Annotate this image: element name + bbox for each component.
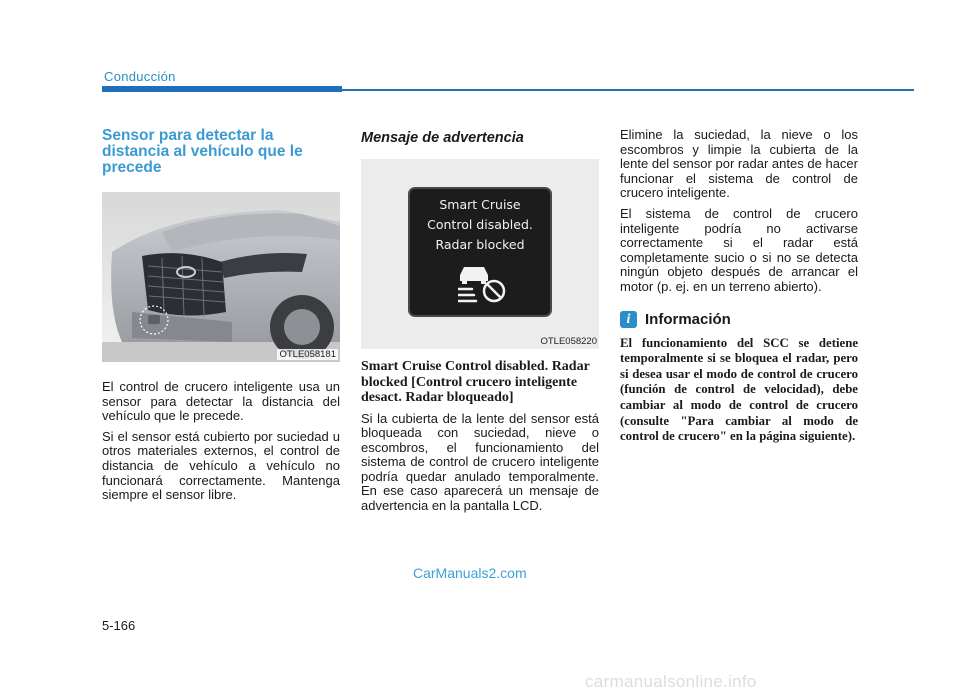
column-left xyxy=(102,128,340,503)
lcd-text-line: Control disabled. xyxy=(427,217,533,232)
section-header: Conducción xyxy=(104,69,176,84)
radar-blocked-icon xyxy=(458,261,508,305)
section-heading-warning: Mensaje de advertencia xyxy=(361,130,524,146)
header-rule-thick xyxy=(102,86,342,92)
paragraph: Si la cubierta de la lente del sensor está bloqueada con suciedad, nieve o escombros, el funcionamiento del sistema de control de crucero inteligente podría quedar anulado temporalmente. En ese caso aparecerá un mensaje de advertencia en la pantalla LCD. xyxy=(361,410,599,514)
car-sensor-photo xyxy=(102,192,340,362)
message-heading: Smart Cruise Control disabled. Radar blocked [Control crucero inteligente desact. Radar bloqueado] xyxy=(361,359,590,405)
column-middle xyxy=(361,128,599,514)
watermark-link[interactable]: CarManuals2.com xyxy=(413,565,527,581)
lcd-illustration xyxy=(361,159,599,349)
info-icon: i xyxy=(620,311,637,328)
section-heading-sensor: Sensor para detectar la distancia al vehículo que le precede xyxy=(102,127,303,176)
paragraph: El sistema de control de crucero inteligente podría no activarse correctamente si el radar está completamente sucio o si no se detecta ningún objeto después de arrancar el motor (p. ej. en un terreno abierto). xyxy=(620,205,858,294)
footer-watermark: carmanualsonline.info xyxy=(585,672,757,691)
info-heading xyxy=(620,311,858,328)
paragraph: Elimine la suciedad, la nieve o los escombros y limpie la cubierta de la lente del sensor por radar antes de hacer funcionar el sistema de control de crucero inteligente. xyxy=(620,127,858,201)
paragraph: El control de crucero inteligente usa un sensor para detectar la distancia del vehículo que le precede. xyxy=(102,379,340,424)
info-title: Información xyxy=(645,310,731,328)
header-rule-thin xyxy=(342,89,914,91)
image-code: OTLE058181 xyxy=(279,349,336,360)
lcd-text-line: Radar blocked xyxy=(435,237,525,252)
car-front-illustration xyxy=(102,192,340,362)
image-code: OTLE058220 xyxy=(540,336,597,347)
page-number: 5-166 xyxy=(102,618,136,633)
lcd-screen xyxy=(408,187,552,317)
info-text: El funcionamiento del SCC se detiene temporalmente si se bloquea el radar, pero si desea usar el modo de control de crucero (función de control de velocidad), debe cambiar al modo de control de crucero (consulte "Para cambiar al modo de control de crucero" en la página siguiente). xyxy=(620,335,858,444)
lcd-text-line: Smart Cruise xyxy=(439,197,521,212)
column-right xyxy=(620,128,858,445)
paragraph: Si el sensor está cubierto por suciedad u otros materiales externos, el control de distancia de vehículo a vehículo no funcionará correctamente. Mantenga siempre el sensor libre. xyxy=(102,428,340,503)
